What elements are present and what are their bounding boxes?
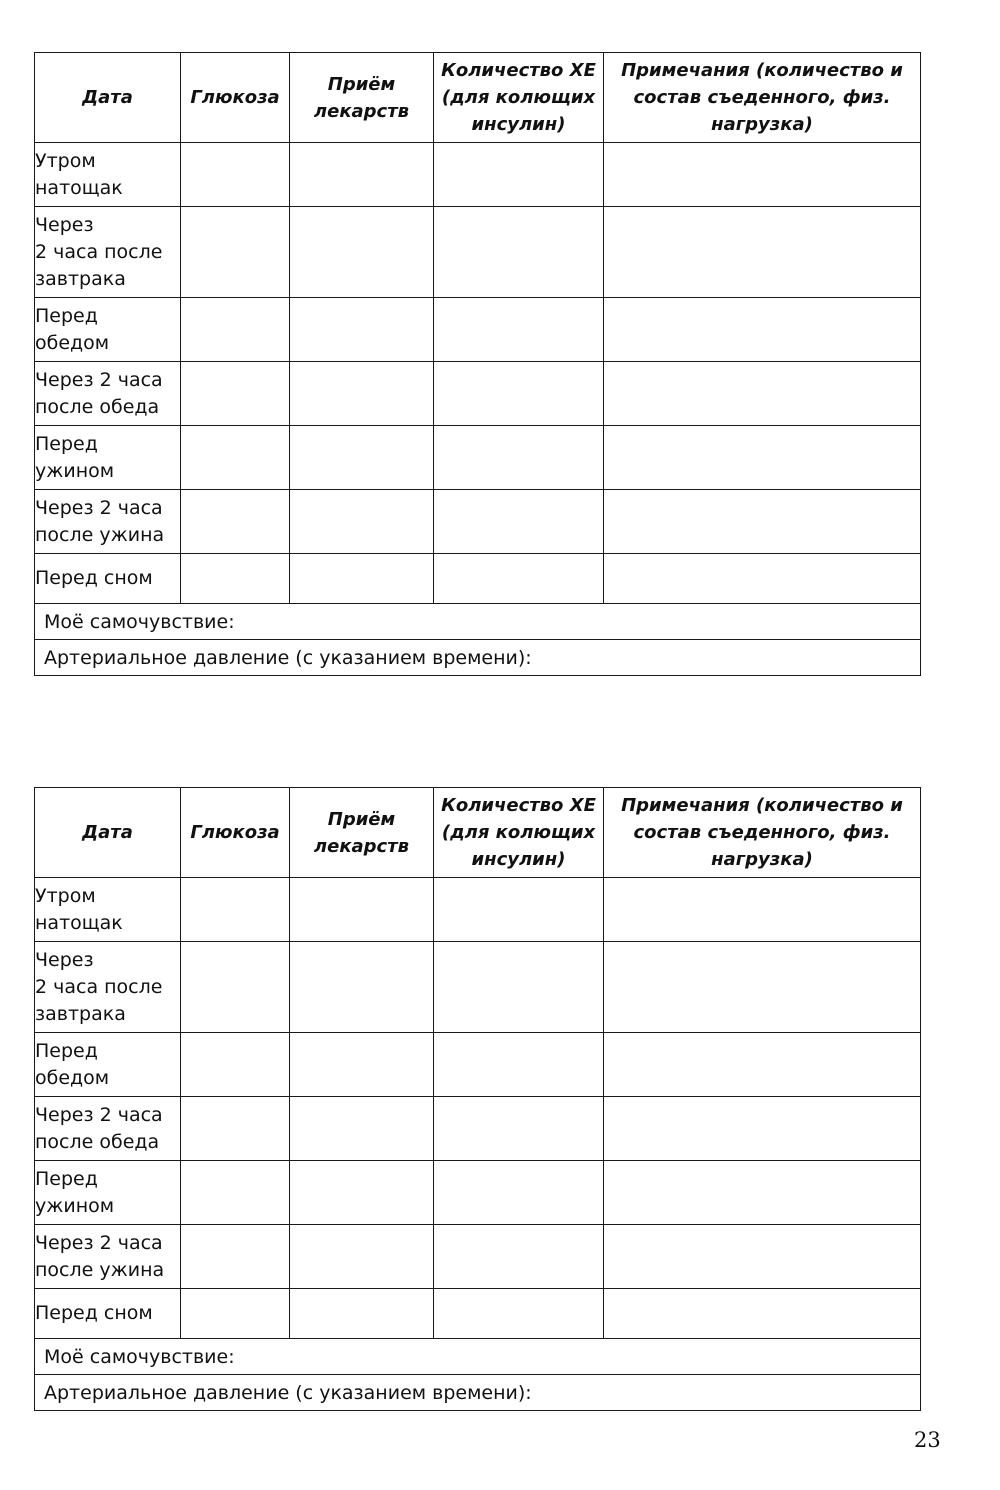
table-row bbox=[35, 878, 921, 942]
glucose-cell[interactable] bbox=[181, 490, 290, 554]
glucose-cell[interactable] bbox=[181, 1289, 290, 1339]
glucose-log-table-2 bbox=[34, 787, 921, 1411]
glucose-cell[interactable] bbox=[181, 298, 290, 362]
table-row bbox=[35, 207, 921, 298]
xe-cell[interactable] bbox=[434, 490, 604, 554]
table-row bbox=[35, 143, 921, 207]
header-medication: Приём лекарств bbox=[290, 788, 434, 878]
table-row bbox=[35, 490, 921, 554]
xe-cell[interactable] bbox=[434, 878, 604, 942]
time-slot-label: Через 2 часа после ужина bbox=[35, 490, 181, 554]
notes-cell[interactable] bbox=[604, 554, 921, 604]
blood-pressure-row bbox=[35, 1375, 921, 1411]
xe-cell[interactable] bbox=[434, 1161, 604, 1225]
table-row bbox=[35, 1225, 921, 1289]
xe-cell[interactable] bbox=[434, 1033, 604, 1097]
time-slot-label: Перед ужином bbox=[35, 1161, 181, 1225]
time-slot-label: Через 2 часа после обеда bbox=[35, 1097, 181, 1161]
wellbeing-field[interactable]: Моё самочувствие: bbox=[35, 604, 921, 640]
notes-cell[interactable] bbox=[604, 942, 921, 1033]
glucose-cell[interactable] bbox=[181, 1161, 290, 1225]
table-row bbox=[35, 554, 921, 604]
notes-cell[interactable] bbox=[604, 143, 921, 207]
notes-cell[interactable] bbox=[604, 1097, 921, 1161]
notes-cell[interactable] bbox=[604, 1225, 921, 1289]
time-slot-label: Перед ужином bbox=[35, 426, 181, 490]
notes-cell[interactable] bbox=[604, 426, 921, 490]
notes-cell[interactable] bbox=[604, 362, 921, 426]
table-row bbox=[35, 1161, 921, 1225]
table-row bbox=[35, 362, 921, 426]
medication-cell[interactable] bbox=[290, 1289, 434, 1339]
xe-cell[interactable] bbox=[434, 298, 604, 362]
medication-cell[interactable] bbox=[290, 298, 434, 362]
notes-cell[interactable] bbox=[604, 878, 921, 942]
notes-cell[interactable] bbox=[604, 1033, 921, 1097]
time-slot-label: Перед обедом bbox=[35, 298, 181, 362]
time-slot-label: Через 2 часа после завтрака bbox=[35, 942, 181, 1033]
header-date: Дата bbox=[35, 53, 181, 143]
xe-cell[interactable] bbox=[434, 554, 604, 604]
medication-cell[interactable] bbox=[290, 362, 434, 426]
glucose-cell[interactable] bbox=[181, 362, 290, 426]
table-row bbox=[35, 1097, 921, 1161]
xe-cell[interactable] bbox=[434, 362, 604, 426]
table-row bbox=[35, 942, 921, 1033]
time-slot-label: Перед сном bbox=[35, 1289, 181, 1339]
wellbeing-row bbox=[35, 604, 921, 640]
notes-cell[interactable] bbox=[604, 1289, 921, 1339]
header-xe: Количество ХЕ (для колющих инсулин) bbox=[434, 53, 604, 143]
blood-pressure-field[interactable]: Артериальное давление (с указанием времени): bbox=[35, 640, 921, 676]
table-row bbox=[35, 1289, 921, 1339]
page-number: 23 bbox=[914, 1428, 941, 1452]
header-notes: Примечания (количество и состав съеденного, физ. нагрузка) bbox=[604, 788, 921, 878]
xe-cell[interactable] bbox=[434, 1289, 604, 1339]
wellbeing-row bbox=[35, 1339, 921, 1375]
medication-cell[interactable] bbox=[290, 1225, 434, 1289]
xe-cell[interactable] bbox=[434, 1097, 604, 1161]
medication-cell[interactable] bbox=[290, 1097, 434, 1161]
header-medication: Приём лекарств bbox=[290, 53, 434, 143]
glucose-cell[interactable] bbox=[181, 207, 290, 298]
header-notes: Примечания (количество и состав съеденного, физ. нагрузка) bbox=[604, 53, 921, 143]
time-slot-label: Через 2 часа после ужина bbox=[35, 1225, 181, 1289]
header-glucose: Глюкоза bbox=[181, 788, 290, 878]
medication-cell[interactable] bbox=[290, 554, 434, 604]
glucose-cell[interactable] bbox=[181, 878, 290, 942]
xe-cell[interactable] bbox=[434, 143, 604, 207]
blood-pressure-field[interactable]: Артериальное давление (с указанием времени): bbox=[35, 1375, 921, 1411]
header-glucose: Глюкоза bbox=[181, 53, 290, 143]
glucose-cell[interactable] bbox=[181, 143, 290, 207]
glucose-cell[interactable] bbox=[181, 426, 290, 490]
glucose-cell[interactable] bbox=[181, 1033, 290, 1097]
notes-cell[interactable] bbox=[604, 1161, 921, 1225]
notes-cell[interactable] bbox=[604, 207, 921, 298]
table-row bbox=[35, 1033, 921, 1097]
medication-cell[interactable] bbox=[290, 143, 434, 207]
time-slot-label: Утром натощак bbox=[35, 143, 181, 207]
xe-cell[interactable] bbox=[434, 207, 604, 298]
glucose-cell[interactable] bbox=[181, 1225, 290, 1289]
table-row bbox=[35, 298, 921, 362]
table-row bbox=[35, 426, 921, 490]
time-slot-label: Перед обедом bbox=[35, 1033, 181, 1097]
wellbeing-field[interactable]: Моё самочувствие: bbox=[35, 1339, 921, 1375]
glucose-cell[interactable] bbox=[181, 554, 290, 604]
header-xe: Количество ХЕ (для колющих инсулин) bbox=[434, 788, 604, 878]
medication-cell[interactable] bbox=[290, 942, 434, 1033]
medication-cell[interactable] bbox=[290, 207, 434, 298]
time-slot-label: Перед сном bbox=[35, 554, 181, 604]
medication-cell[interactable] bbox=[290, 490, 434, 554]
glucose-log-table-1 bbox=[34, 52, 921, 676]
time-slot-label: Утром натощак bbox=[35, 878, 181, 942]
glucose-cell[interactable] bbox=[181, 942, 290, 1033]
medication-cell[interactable] bbox=[290, 1033, 434, 1097]
xe-cell[interactable] bbox=[434, 426, 604, 490]
medication-cell[interactable] bbox=[290, 878, 434, 942]
notes-cell[interactable] bbox=[604, 490, 921, 554]
glucose-cell[interactable] bbox=[181, 1097, 290, 1161]
header-date: Дата bbox=[35, 788, 181, 878]
blood-pressure-row bbox=[35, 640, 921, 676]
xe-cell[interactable] bbox=[434, 942, 604, 1033]
medication-cell[interactable] bbox=[290, 1161, 434, 1225]
xe-cell[interactable] bbox=[434, 1225, 604, 1289]
notes-cell[interactable] bbox=[604, 298, 921, 362]
time-slot-label: Через 2 часа после завтрака bbox=[35, 207, 181, 298]
time-slot-label: Через 2 часа после обеда bbox=[35, 362, 181, 426]
medication-cell[interactable] bbox=[290, 426, 434, 490]
